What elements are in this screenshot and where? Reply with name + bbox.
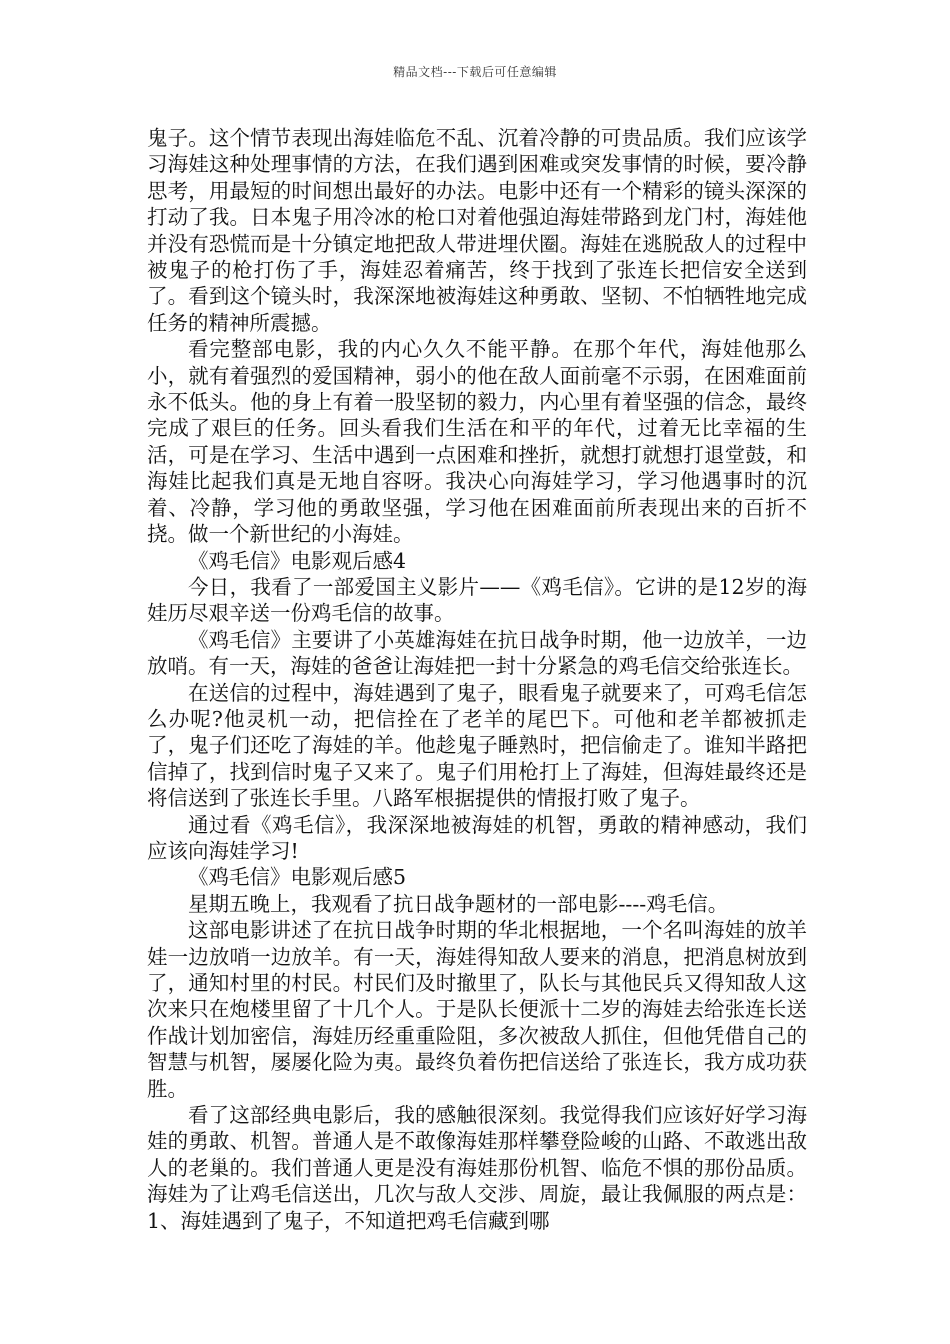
paragraph-3: 今日，我看了一部爱国主义影片——《鸡毛信》。它讲的是12岁的海娃历尽艰辛送一份鸡毛信的故事。 — [147, 574, 807, 626]
paragraph-1: 鬼子。这个情节表现出海娃临危不乱、沉着冷静的可贵品质。我们应该学习海娃这种处理事情的方法，在我们遇到困难或突发事情的时候，要冷静思考，用最短的时间想出最好的办法。电影中还有一个精彩的镜头深深的打动了我。日本鬼子用冷冰的枪口对着他强迫海娃带路到龙门村，海娃他并没有恐慌而是十分镇定地把敌人带进埋伏圈。海娃在逃脱敌人的过程中被鬼子的枪打伤了手，海娃忍着痛苦，终于找到了张连长把信安全送到了。看到这个镜头时，我深深地被海娃这种勇敢、坚韧、不怕牺牲地完成任务的精神所震撼。 — [147, 126, 807, 335]
paragraph-4: 《鸡毛信》主要讲了小英雄海娃在抗日战争时期，他一边放羊，一边放哨。有一天，海娃的爸爸让海娃把一封十分紧急的鸡毛信交给张连长。 — [147, 627, 807, 679]
document-body — [147, 125, 807, 1234]
page-header: 精品文档---下载后可任意编辑 — [393, 65, 557, 79]
paragraph-7: 星期五晚上，我观看了抗日战争题材的一部电影----鸡毛信。 — [188, 891, 729, 916]
section-heading-5: 《鸡毛信》电影观后感5 — [188, 865, 407, 890]
paragraph-5: 在送信的过程中，海娃遇到了鬼子，眼看鬼子就要来了，可鸡毛信怎么办呢?他灵机一动，把信拴在了老羊的尾巴下。可他和老羊都被抓走了，鬼子们还吃了海娃的羊。他趁鬼子睡熟时，把信偷走了。谁知半路把信掉了，找到信时鬼子又来了。鬼子们用枪打上了海娃，但海娃最终还是将信送到了张连长手里。八路军根据提供的情报打败了鬼子。 — [147, 680, 807, 811]
section-heading-4: 《鸡毛信》电影观后感4 — [188, 548, 407, 573]
paragraph-9: 看了这部经典电影后，我的感触很深刻。我觉得我们应该好好学习海娃的勇敢、机智。普通人是不敢像海娃那样攀登险峻的山路、不敢逃出敌人的老巢的。我们普通人更是没有海娃那份机智、临危不惧的那份品质。海娃为了让鸡毛信送出，几次与敌人交涉、周旋，最让我佩服的两点是：1、海娃遇到了鬼子，不知道把鸡毛信藏到哪 — [147, 1103, 807, 1233]
paragraph-2: 看完整部电影，我的内心久久不能平静。在那个年代，海娃他那么小，就有着强烈的爱国精神，弱小的他在敌人面前毫不示弱，在困难面前永不低头。他的身上有着一股坚韧的毅力，内心里有着坚强的信念，最终完成了艰巨的任务。回头看我们生活在和平的年代，过着无比幸福的生活，可是在学习、生活中遇到一点困难和挫折，就想打就想打退堂鼓，和海娃比起我们真是无地自容呀。我决心向海娃学习，学习他遇事时的沉着、冷静，学习他的勇敢坚强，学习他在困难面前所表现出来的百折不挠。做一个新世纪的小海娃。 — [147, 337, 807, 547]
paragraph-8: 这部电影讲述了在抗日战争时期的华北根据地，一个名叫海娃的放羊娃一边放哨一边放羊。有一天，海娃得知敌人要来的消息，把消息树放到了，通知村里的村民。村民们及时撤里了，队长与其他民兵又得知敌人这次来只在炮楼里留了十几个人。于是队长便派十二岁的海娃去给张连长送作战计划加密信，海娃历经重重险阻，多次被敌人抓住，但他凭借自己的智慧与机智，屡屡化险为夷。最终负着伤把信送给了张连长，我方成功获胜。 — [147, 918, 807, 1101]
paragraph-6: 通过看《鸡毛信》，我深深地被海娃的机智，勇敢的精神感动，我们应该向海娃学习! — [147, 812, 807, 863]
